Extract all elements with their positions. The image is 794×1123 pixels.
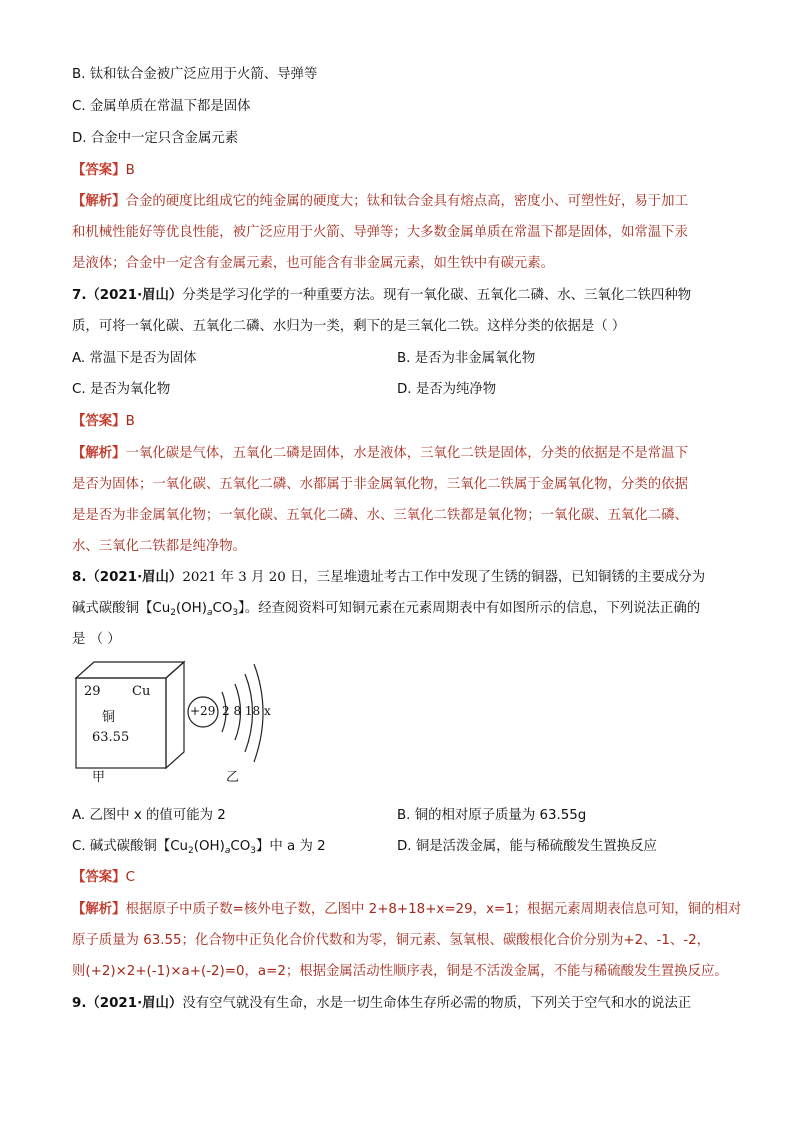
q6-analysis-line-1: 【解析】合金的硬度比组成它的纯金属的硬度大；钛和钛合金具有熔点高，密度小、可塑性好，易于加工 (72, 194, 688, 209)
q7-analysis-line-4: 水、三氧化二铁都是纯净物。 (72, 539, 247, 554)
q7-source: （2021·眉山） (86, 288, 183, 303)
analysis-tag: 【解析】 (72, 902, 126, 917)
q8-stem-line-1: 8.（2021·眉山）2021 年 3 月 20 日，三星堆遗址考古工作中发现了生锈的铜器，已知铜锈的主要成分为 (72, 570, 706, 585)
q7-analysis-line-2: 是否为固体；一氧化碳、五氧化二磷、水都属于非金属氧化物，三氧化二铁属于金属氧化物，分类的依据 (72, 477, 688, 492)
q7-analysis-line-1: 【解析】一氧化碳是气体，五氧化二磷是固体，水是液体，三氧化二铁是固体，分类的依据是不是常温下 (72, 446, 688, 461)
answer-tag: 【答案】 (72, 163, 126, 178)
answer-value: B (125, 163, 135, 178)
q7-stem-line-2: 质，可将一氧化碳、五氧化二磷、水归为一类，剩下的是三氧化二铁。这样分类的依据是（ ） (72, 319, 626, 334)
q8-answer (72, 868, 135, 888)
answer-tag: 【答案】 (72, 870, 126, 885)
q7-option-b: B. 是否为非金属氧化物 (397, 351, 536, 366)
q6-option-b: B. 钛和钛合金被广泛应用于火箭、导弹等 (72, 67, 318, 82)
q8-figure (72, 660, 392, 790)
q8-option-b: B. 铜的相对原子质量为 63.55g (397, 808, 587, 823)
element-symbol: Cu (132, 684, 151, 699)
q8-option-a: A. 乙图中 x 的值可能为 2 (72, 808, 226, 823)
analysis-tag: 【解析】 (72, 446, 126, 461)
q6-option-c: C. 金属单质在常温下都是固体 (72, 99, 251, 114)
element-name: 铜 (102, 710, 116, 725)
answer-value: C (125, 870, 135, 885)
q7-analysis-line-3: 是是否为非金属氧化物；一氧化碳、五氧化二磷、水、三氧化二铁都是氧化物；一氧化碳、五氧化二磷、 (72, 508, 688, 523)
q9-stem-line-1: 9.（2021·眉山）没有空气就没有生命，水是一切生命体生存所必需的物质，下列关于空气和水的说法正 (72, 996, 692, 1011)
electron-shells: 2 8 18 x (222, 704, 271, 718)
nuclear-charge: +29 (190, 704, 216, 718)
q7-option-c: C. 是否为氧化物 (72, 382, 171, 397)
analysis-tag: 【解析】 (72, 194, 126, 209)
figure-label-yi: 乙 (226, 770, 240, 785)
q6-option-d: D. 合金中一定只含金属元素 (72, 131, 239, 146)
q7-option-d: D. 是否为纯净物 (397, 382, 497, 397)
answer-value: B (125, 414, 135, 429)
q7-stem-line-1: 7.（2021·眉山）分类是学习化学的一种重要方法。现有一氧化碳、五氧化二磷、水、三氧化二铁四种物 (72, 288, 692, 303)
q8-stem-line-2: 碱式碳酸铜【$Cu_2(OH)_aCO_3$】。经查阅资料可知铜元素在元素周期表中有如图所示的信息，下列说法正确的 (72, 601, 701, 618)
q8-option-c: C. 碱式碳酸铜【$Cu_2(OH)_aCO_3$】中 a 为 2 (72, 839, 326, 856)
answer-tag: 【答案】 (72, 414, 126, 429)
q8-source: （2021·眉山） (86, 570, 183, 585)
q9-source: （2021·眉山） (86, 996, 183, 1011)
q8-analysis-line-1: 【解析】根据原子中质子数=核外电子数，乙图中 2+8+18+x=29，x=1；根据元素周期表信息可知，铜的相对 (72, 902, 742, 917)
q6-analysis-line-2: 和机械性能好等优良性能，被广泛应用于火箭、导弹等；大多数金属单质在常温下都是固体，如常温下汞 (72, 225, 688, 240)
figure-label-jia: 甲 (92, 770, 106, 785)
q6-analysis-line-3: 是液体；合金中一定含有金属元素，也可能含有非金属元素，如生铁中有碳元素。 (72, 256, 555, 271)
q8-analysis-line-2: 原子质量为 63.55；化合物中正负化合价代数和为零，铜元素、氢氧根、碳酸根化合价分别为+2、-1、-2， (72, 933, 711, 948)
q6-answer (72, 161, 135, 181)
q7-answer (72, 412, 135, 432)
q8-analysis-line-3: 则(+2)×2+(-1)×a+(-2)=0，a=2；根据金属活动性顺序表，铜是不活泼金属，不能与稀硫酸发生置换反应。 (72, 964, 728, 979)
cube-side (166, 662, 184, 768)
q7-option-a: A. 常温下是否为固体 (72, 351, 197, 366)
atomic-number: 29 (84, 684, 101, 699)
atomic-mass: 63.55 (92, 730, 130, 745)
q8-option-d: D. 铜是活泼金属，能与稀硫酸发生置换反应 (397, 839, 657, 854)
q8-stem-line-3: 是 （ ） (72, 632, 121, 647)
